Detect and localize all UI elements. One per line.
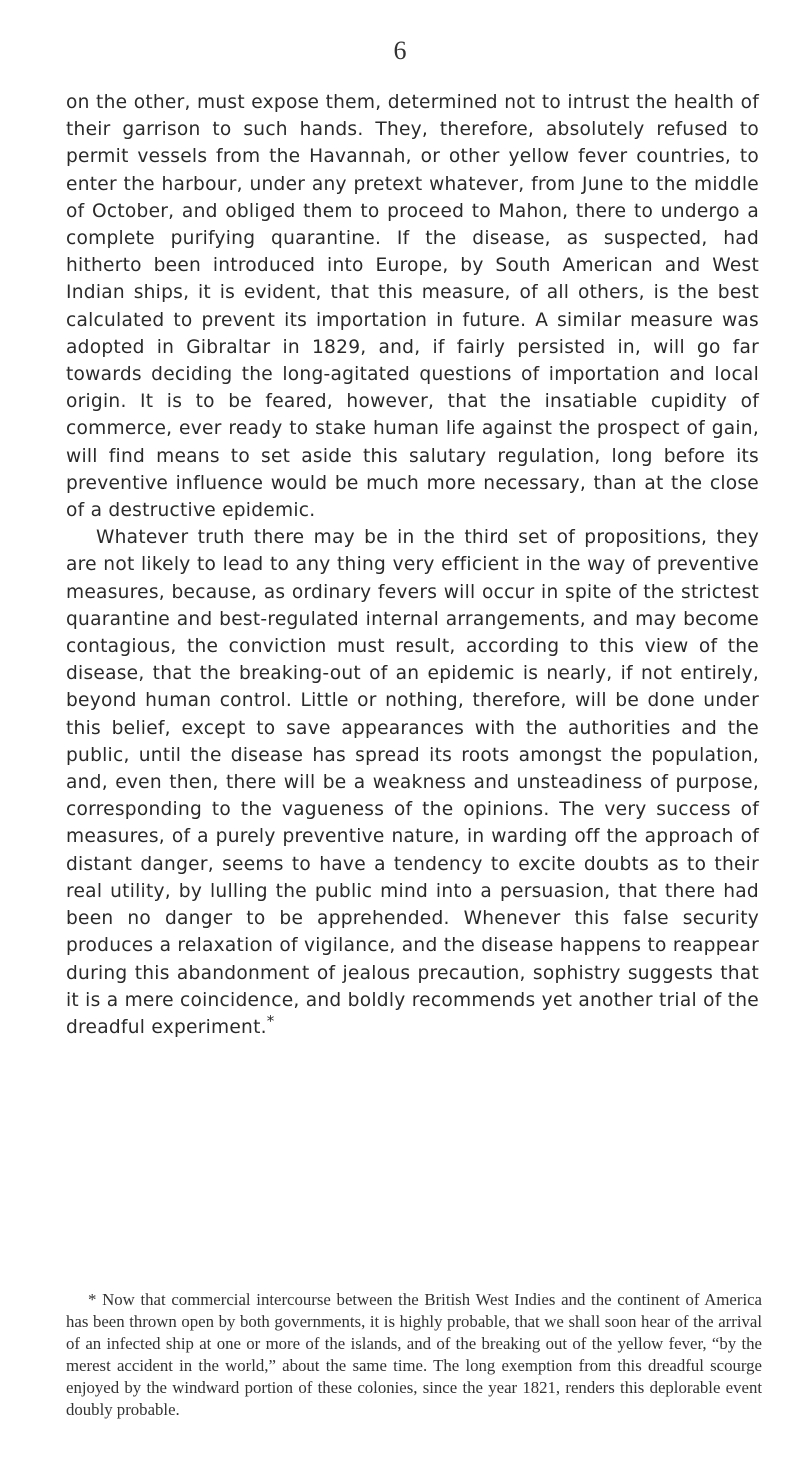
footnote-reference: * [266, 1011, 275, 1030]
page-number: 6 [393, 36, 407, 65]
paragraph [66, 524, 759, 1041]
paragraph-text: Whatever truth there may be in the third set of propositions, they are not likely to lead to any thing very efficient in the way of preventive measures, because, as ordinary fevers will occur in spite of the strictest quarantine and best-regulated internal arrangements, and may become contagious, the conviction must result, according to this view of the disease, that the breaking-out of an epidemic is nearly, if not entirely, beyond human control. Little or nothing, therefore, will be done under this belief, except to save appearances with the authorities and the public, until the disease has spread its roots amongst the population, and, even then, there will be a weakness and unsteadiness of purpose, corresponding to the vagueness of the opinions. The very success of measures, of a purely preventive nature, in warding off the approach of distant danger, seems to have a tendency to excite doubts as to their real utility, by lulling the public mind into a persuasion, that there had been no danger to be apprehended. Whenever this false security produces a relaxation of vigilance, and the disease happens to reappear during this abandonment of jealous precaution, sophistry suggests that it is a mere coincidence, and boldly recommends yet another trial of the dreadful experiment. [66, 527, 759, 1038]
body-text [66, 89, 759, 1041]
paragraph: on the other, must expose them, determined not to intrust the health of their garrison to such hands. They, therefore, absolutely refused to permit vessels from the Havannah, or other yellow fever countries, to enter the harbour, under any pretext whatever, from June to the middle of October, and obliged them to proceed to Mahon, there to undergo a complete purifying quarantine. If the disease, as suspected, had hitherto been introduced into Europe, by South American and West Indian ships, it is evident, that this measure, of all others, is the best calculated to prevent its importation in future. A similar measure was adopted in Gibraltar in 1829, and, if fairly persisted in, will go far towards deciding the long-agitated questions of importation and local origin. It is to be feared, however, that the insatiable cupidity of commerce, ever ready to stake human life against the prospect of gain, will find means to set aside this salutary regulation, long before its preventive influence would be much more necessary, than at the close of a destructive epidemic. [66, 92, 759, 522]
footnote: * Now that commercial intercourse between the British West Indies and the continent of America has been thrown open by both governments, it is highly probable, that we shall soon hear of the arrival of an infected ship at one or more of the islands, and of the breaking out of the yellow fever, “by the merest accident in the world,” about the same time. The long exemption from this dreadful scourge enjoyed by the windward portion of these colonies, since the year 1821, renders this deplorable event doubly probable. [66, 1290, 762, 1419]
